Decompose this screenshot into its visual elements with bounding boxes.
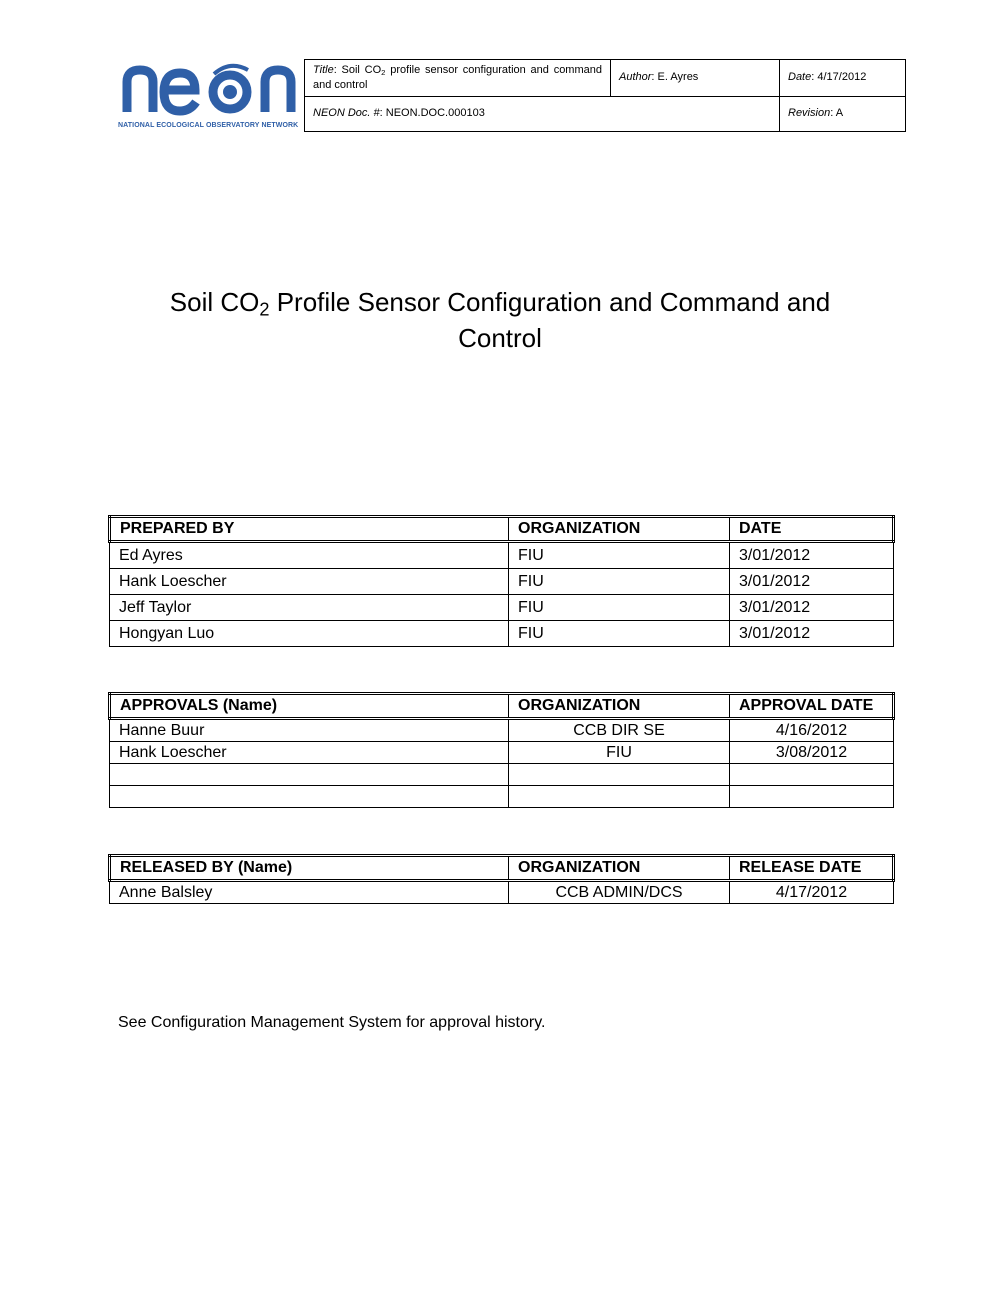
date-cell: 3/01/2012 — [730, 621, 894, 647]
table-row — [110, 786, 894, 808]
date-label: Date — [788, 71, 812, 83]
table-row — [110, 719, 894, 742]
neon-logo-mark — [118, 58, 296, 118]
approval-history-note: See Configuration Management System for approval history. — [118, 1014, 546, 1031]
date-cell: 3/08/2012 — [730, 742, 894, 764]
released-by-table — [108, 854, 895, 904]
document-title — [100, 284, 900, 356]
organization-cell: FIU — [509, 621, 730, 647]
organization-cell: CCB ADMIN/DCS — [509, 881, 730, 904]
organization-cell: CCB DIR SE — [509, 719, 730, 742]
organization-cell: FIU — [509, 742, 730, 764]
revision-label: Revision — [788, 107, 831, 119]
table-row — [110, 764, 894, 786]
name-cell — [110, 764, 509, 786]
title-value-pre: Soil CO — [341, 64, 382, 76]
document-title-line2: Control — [458, 323, 542, 353]
organization-cell: FIU — [509, 569, 730, 595]
date-value: 4/17/2012 — [817, 71, 867, 83]
date-cell: 3/01/2012 — [730, 595, 894, 621]
column-header: APPROVALS (Name) — [110, 694, 509, 719]
document-header-table — [304, 59, 906, 132]
docnum-value: NEON.DOC.000103 — [385, 107, 485, 119]
table-row — [110, 542, 894, 569]
author-value: E. Ayres — [657, 71, 699, 83]
document-title-pre: Soil CO — [169, 287, 260, 317]
title-value-sub: 2 — [381, 67, 386, 77]
document-title-sub: 2 — [259, 299, 270, 320]
table-row — [110, 621, 894, 647]
organization-cell: FIU — [509, 542, 730, 569]
date-cell — [730, 786, 894, 808]
name-cell — [110, 786, 509, 808]
table-header-row — [110, 694, 894, 719]
name-cell: Anne Balsley — [110, 881, 509, 904]
name-cell: Jeff Taylor — [110, 595, 509, 621]
header-docnum-cell: NEON Doc. #: NEON.DOC.000103 — [305, 97, 780, 131]
date-cell: 4/16/2012 — [730, 719, 894, 742]
table-row — [110, 881, 894, 904]
revision-value: A — [835, 107, 844, 119]
neon-logo — [118, 58, 299, 134]
docnum-label: NEON Doc. # — [313, 107, 380, 119]
column-header: RELEASE DATE — [730, 856, 894, 881]
table-header-row — [110, 517, 894, 542]
table-row — [110, 595, 894, 621]
name-cell: Hank Loescher — [110, 569, 509, 595]
date-cell: 4/17/2012 — [730, 881, 894, 904]
header-revision-cell: Revision: A — [788, 107, 844, 119]
header-title-cell: Title: Soil $CO_2$ profile sensor configuration and command and control — [305, 60, 611, 97]
logo-tagline: NATIONAL ECOLOGICAL OBSERVATORY NETWORK — [118, 122, 299, 129]
name-cell: Hongyan Luo — [110, 621, 509, 647]
prepared-by-table — [108, 515, 895, 647]
organization-cell: FIU — [509, 595, 730, 621]
header-date-cell: Date: 4/17/2012 — [780, 60, 905, 97]
column-header: ORGANIZATION — [509, 856, 730, 881]
name-cell: Hank Loescher — [110, 742, 509, 764]
date-cell — [730, 764, 894, 786]
column-header: RELEASED BY (Name) — [110, 856, 509, 881]
column-header: ORGANIZATION — [509, 517, 730, 542]
column-header: DATE — [730, 517, 894, 542]
approvals-table — [108, 692, 895, 808]
organization-cell — [509, 786, 730, 808]
table-row — [110, 742, 894, 764]
name-cell: Hanne Buur — [110, 719, 509, 742]
table-header-row — [110, 856, 894, 881]
title-label: Title — [313, 64, 334, 76]
document-title-line1-post: Profile Sensor Configuration and Command and — [269, 287, 831, 317]
column-header: APPROVAL DATE — [730, 694, 894, 719]
column-header: PREPARED BY — [110, 517, 509, 542]
table-row — [110, 569, 894, 595]
organization-cell — [509, 764, 730, 786]
author-label: Author — [619, 71, 652, 83]
date-cell: 3/01/2012 — [730, 542, 894, 569]
name-cell: Ed Ayres — [110, 542, 509, 569]
header-author-cell: Author: E. Ayres — [611, 60, 780, 97]
column-header: ORGANIZATION — [509, 694, 730, 719]
title-value-post: profile sensor configuration and command and control — [313, 64, 602, 91]
date-cell: 3/01/2012 — [730, 569, 894, 595]
